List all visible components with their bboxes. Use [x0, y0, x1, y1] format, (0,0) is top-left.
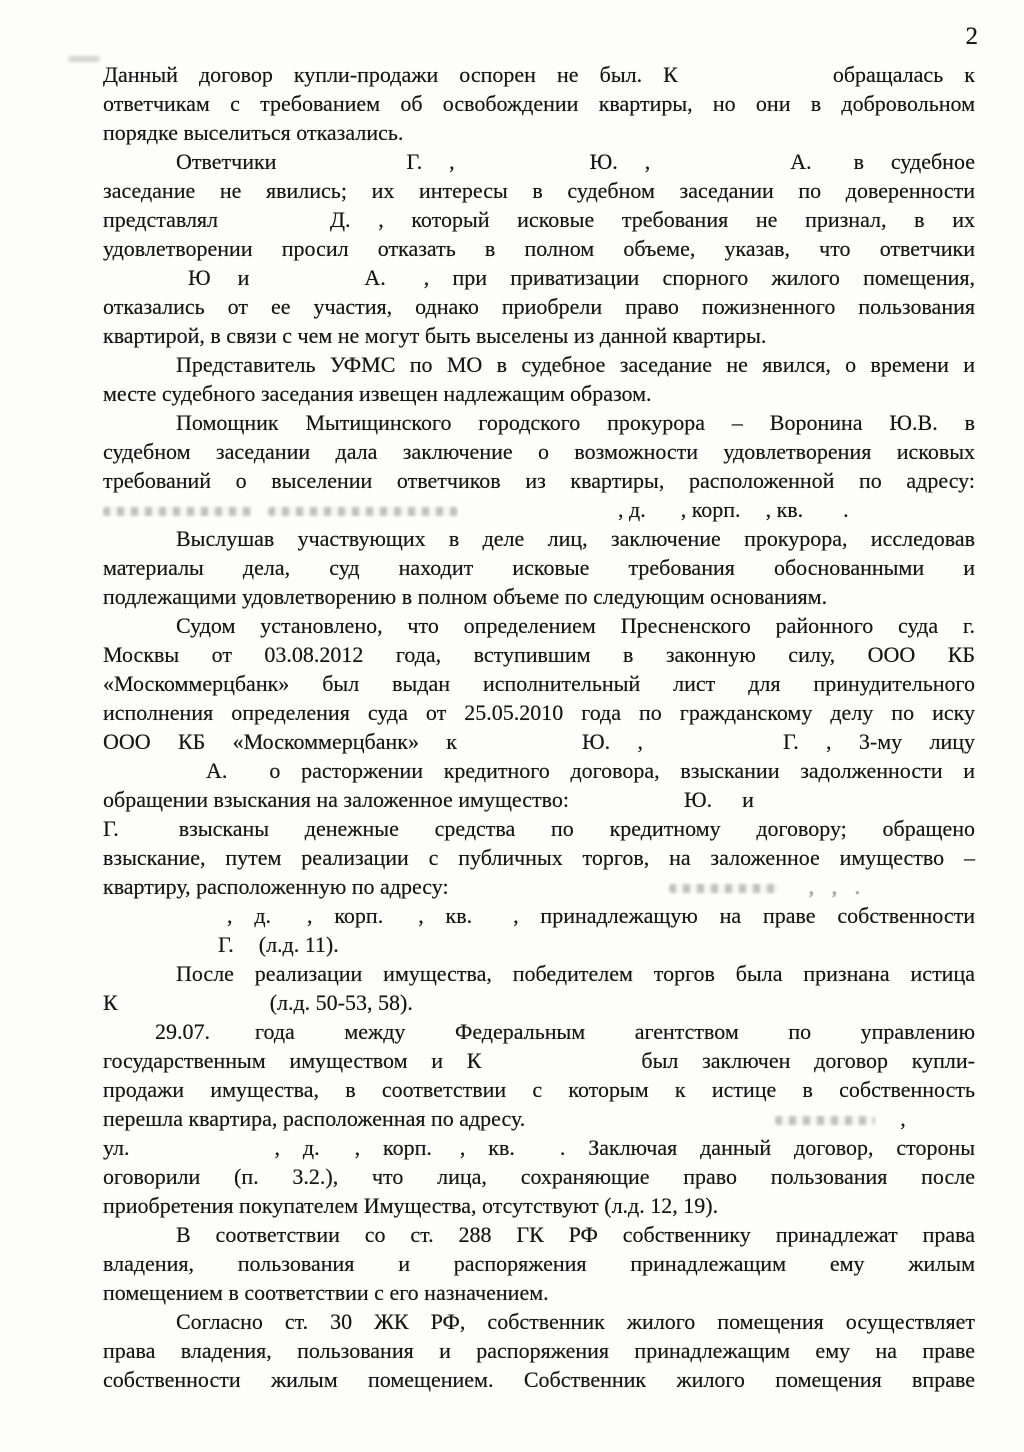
text-line — [103, 408, 975, 437]
text-line — [103, 147, 975, 176]
text-line — [103, 582, 975, 611]
redaction-gap — [119, 835, 179, 836]
text-segment: Выслушав участвующих в деле лиц, заключение прокурора, исследовав — [176, 526, 975, 551]
text-line — [103, 1336, 975, 1365]
text-segment: и — [237, 265, 250, 290]
text-line — [103, 843, 975, 872]
redaction-gap — [130, 1154, 275, 1155]
redaction-gap — [210, 1038, 255, 1039]
redaction-gap — [812, 168, 854, 169]
redaction-gap — [515, 1154, 560, 1155]
text-segment: порядке выселиться отказались. — [103, 120, 404, 145]
text-segment: ООО КБ «Москоммерцбанк» к — [103, 729, 457, 754]
redaction-gap — [320, 1154, 355, 1155]
text-segment: перешла квартира, расположенная по адресу. — [103, 1106, 526, 1131]
text-segment: (л.д. 11). — [258, 932, 339, 957]
text-line — [103, 1307, 975, 1336]
redacted-smudge — [669, 884, 779, 893]
redaction-gap — [103, 922, 227, 923]
text-line — [103, 1046, 975, 1075]
text-segment: Данный договор купли-продажи оспорен не был. К — [103, 62, 678, 87]
text-segment: Представитель УФМС по МО в судебное заседание не явился, о времени и — [176, 352, 975, 377]
text-line — [103, 611, 975, 640]
text-segment: года между Федеральным агентством по управлению — [255, 1019, 975, 1044]
text-segment: Ю. — [683, 787, 713, 812]
redaction-gap — [383, 922, 418, 923]
text-line — [103, 350, 975, 379]
redaction-gap — [211, 284, 238, 285]
redaction-gap — [118, 1009, 270, 1010]
redaction-gap — [276, 168, 406, 169]
redaction-gap — [386, 284, 424, 285]
text-line — [103, 263, 975, 292]
text-line — [103, 1104, 975, 1133]
text-segment: права владения, пользования и распоряжения принадлежащим ему на праве — [103, 1338, 975, 1363]
text-line — [103, 524, 975, 553]
text-segment: К — [103, 990, 118, 1015]
text-line — [103, 698, 975, 727]
text-segment: материалы дела, суд находит исковые требования обоснованными и — [103, 555, 975, 580]
text-segment: (л.д. 50-53, 58). — [269, 990, 413, 1015]
text-segment: исполнения определения суда от 25.05.2010 года по гражданскому делу по иску — [103, 700, 975, 725]
redaction-gap — [103, 1241, 176, 1242]
text-segment: ул. — [103, 1135, 130, 1160]
redaction-gap — [218, 226, 330, 227]
redaction-gap — [449, 893, 669, 894]
text-line — [103, 727, 975, 756]
text-segment: Ю — [188, 265, 211, 290]
text-segment: , принадлежащую на праве собственности — [513, 903, 975, 928]
text-line — [103, 785, 975, 814]
text-line — [103, 292, 975, 321]
text-segment: Москвы от 03.08.2012 года, вступившим в законную силу, ООО КБ — [103, 642, 975, 667]
text-segment: продажи имущества, в соответствии с которым к истице в собственность — [103, 1077, 975, 1102]
text-segment: , д. — [227, 903, 272, 928]
redaction-gap — [249, 284, 364, 285]
redaction-gap — [457, 748, 582, 749]
redaction-gap — [227, 777, 269, 778]
text-line — [103, 437, 975, 466]
redaction-gap — [646, 516, 681, 517]
text-segment: представлял — [103, 207, 219, 232]
redaction-gap — [103, 371, 176, 372]
redaction-gap — [643, 748, 783, 749]
text-segment: оговорили (п. 3.2.), что лица, сохраняющие право пользования после — [103, 1164, 975, 1189]
redaction-gap — [103, 545, 176, 546]
text-segment: взыскание, путем реализации с публичных торгов, на заложенное имущество – — [103, 845, 975, 870]
text-segment: Ю. , — [581, 729, 643, 754]
text-line — [103, 1017, 975, 1046]
document-lines — [103, 60, 975, 1394]
text-segment: А. — [364, 265, 386, 290]
text-segment: Помощник Мытищинского городского прокурора – Воронина Ю.В. в — [176, 410, 975, 435]
redaction-gap — [103, 777, 206, 778]
redaction-gap — [481, 1067, 641, 1068]
text-line — [103, 60, 975, 89]
faint-text: , , . — [808, 874, 861, 899]
text-segment: Ю. , — [589, 149, 651, 174]
redaction-gap — [103, 1328, 176, 1329]
text-segment: А. — [206, 758, 228, 783]
text-segment: , корп. — [354, 1135, 432, 1160]
text-line — [103, 1162, 975, 1191]
text-line — [103, 959, 975, 988]
redaction-gap — [432, 1154, 460, 1155]
text-line — [103, 1220, 975, 1249]
text-segment: помещением в соответствии с его назначением. — [103, 1280, 549, 1305]
redaction-gap — [712, 806, 742, 807]
text-segment: , кв. — [418, 903, 473, 928]
text-line — [103, 234, 975, 263]
text-segment: , корп. — [680, 497, 741, 522]
text-line — [103, 553, 975, 582]
text-line — [103, 756, 975, 785]
text-line — [103, 930, 975, 959]
text-line — [103, 466, 975, 495]
text-segment: В соответствии со ст. 288 ГК РФ собственнику принадлежат права — [176, 1222, 975, 1247]
text-segment: «Москоммерцбанк» был выдан исполнительный лист для принудительного — [103, 671, 975, 696]
text-segment: подлежащими удовлетворению в полном объеме по следующим основаниям. — [103, 584, 828, 609]
text-segment: , кв. — [765, 497, 804, 522]
text-segment: Согласно ст. 30 ЖК РФ, собственник жилого помещения осуществляет — [176, 1309, 975, 1334]
redaction-gap — [103, 1038, 155, 1039]
redaction-gap — [455, 168, 590, 169]
redaction-gap — [103, 980, 176, 981]
text-segment: Г. — [218, 932, 234, 957]
text-segment: После реализации имущества, победителем торгов была признана истица — [176, 961, 975, 986]
text-segment: квартирой, в связи с чем не могут быть выселены из данной квартиры. — [103, 323, 767, 348]
text-segment: государственным имуществом и К — [103, 1048, 482, 1073]
text-segment: требований о выселении ответчиков из квартиры, расположенной по адресу: — [103, 468, 975, 493]
text-segment: , корп. — [307, 903, 384, 928]
text-segment: владения, пользования и распоряжения принадлежащим ему жилым — [103, 1251, 975, 1276]
redaction-gap — [472, 922, 513, 923]
redaction-gap — [103, 951, 218, 952]
text-line — [103, 872, 975, 901]
text-segment: и — [742, 787, 754, 812]
text-segment: , д. — [618, 497, 646, 522]
text-segment: , при приватизации спорного жилого помещения, — [423, 265, 975, 290]
text-line — [103, 1365, 975, 1394]
text-segment: квартиру, расположенную по адресу: — [103, 874, 449, 899]
redaction-gap — [875, 1125, 900, 1126]
redacted-smudge — [775, 1116, 875, 1125]
redaction-gap — [103, 632, 176, 633]
text-line — [103, 1191, 975, 1220]
text-segment: Г. — [103, 816, 119, 841]
text-line — [103, 640, 975, 669]
text-segment: взысканы денежные средства по кредитному договору; обращено — [178, 816, 975, 841]
text-segment: 29.07. — [155, 1019, 210, 1044]
text-line — [103, 1133, 975, 1162]
text-segment: Судом установлено, что определением Пресненского районного суда г. — [176, 613, 975, 638]
redacted-smudge — [268, 507, 458, 516]
redaction-gap — [271, 922, 307, 923]
text-segment: о расторжении кредитного договора, взыскании задолженности и — [269, 758, 975, 783]
scan-artifact — [68, 56, 100, 62]
redaction-gap — [779, 893, 809, 894]
text-segment: Д. , который исковые требования не признал, в их — [330, 207, 975, 232]
text-segment: Г. , — [406, 149, 455, 174]
redaction-gap — [103, 429, 176, 430]
text-segment: А. — [790, 149, 812, 174]
text-segment: обращалась к — [832, 62, 975, 87]
redaction-gap — [103, 284, 188, 285]
text-line — [103, 814, 975, 843]
text-segment: Г. , 3-му лицу — [782, 729, 975, 754]
redaction-gap — [741, 516, 766, 517]
text-segment: ответчикам с требованием об освобождении квартиры, но они в добровольном — [103, 91, 975, 116]
text-line — [103, 176, 975, 205]
page-number: 2 — [965, 23, 978, 50]
text-segment: . — [843, 497, 849, 522]
text-segment: в судебное — [853, 149, 975, 174]
text-line — [103, 205, 975, 234]
redacted-smudge — [103, 507, 253, 516]
text-segment: приобретения покупателем Имущества, отсутствуют (л.д. 12, 19). — [103, 1193, 719, 1218]
text-segment: Ответчики — [176, 149, 277, 174]
redaction-gap — [803, 516, 843, 517]
text-line — [103, 379, 975, 408]
text-segment: судебном заседании дала заключение о возможности удовлетворения исковых — [103, 439, 975, 464]
redaction-gap — [458, 516, 618, 517]
text-line — [103, 1278, 975, 1307]
text-segment: был заключен договор купли- — [641, 1048, 975, 1073]
text-segment: , — [900, 1106, 906, 1131]
text-segment: . Заключая данный договор, стороны — [559, 1135, 975, 1160]
text-line — [103, 988, 975, 1017]
redaction-gap — [678, 81, 833, 82]
text-line — [103, 1075, 975, 1104]
redaction-gap — [525, 1125, 775, 1126]
redaction-gap — [234, 951, 259, 952]
text-line — [103, 89, 975, 118]
text-segment: , д. — [274, 1135, 320, 1160]
text-segment: заседание не явились; их интересы в судебном заседании по доверенности — [103, 178, 975, 203]
text-line — [103, 669, 975, 698]
text-segment: отказались от ее участия, однако приобрели право пожизненного пользования — [103, 294, 975, 319]
text-line — [103, 901, 975, 930]
text-line — [103, 118, 975, 147]
text-line — [103, 321, 975, 350]
text-line — [103, 1249, 975, 1278]
redaction-gap — [253, 516, 268, 517]
text-segment: удовлетворении просил отказать в полном объеме, указав, что ответчики — [103, 236, 975, 261]
text-line — [103, 495, 975, 524]
text-segment: месте судебного заседания извещен надлежащим образом. — [103, 381, 652, 406]
redaction-gap — [650, 168, 790, 169]
text-segment: собственности жилым помещением. Собственник жилого помещения вправе — [103, 1367, 975, 1392]
redaction-gap — [103, 168, 176, 169]
redaction-gap — [569, 806, 684, 807]
text-segment: обращении взыскания на заложенное имущество: — [103, 787, 569, 812]
text-segment: , кв. — [459, 1135, 515, 1160]
